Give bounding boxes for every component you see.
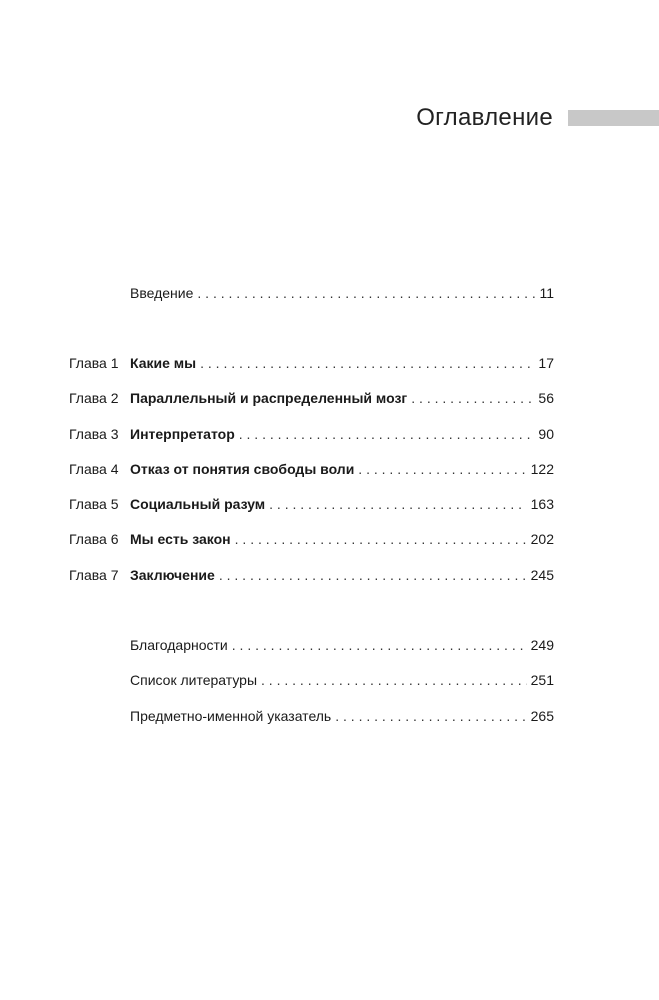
dot-leader <box>235 529 527 549</box>
page-number: 265 <box>530 708 554 724</box>
chapter-label: Глава 6 <box>69 531 119 547</box>
chapter-label: Глава 4 <box>69 461 119 477</box>
chapter-label: Глава 7 <box>69 567 119 583</box>
entry-title: Введение <box>130 285 194 301</box>
dot-leader <box>269 494 526 514</box>
dot-leader <box>335 706 526 726</box>
page-number: 163 <box>530 496 554 512</box>
page-number: 90 <box>538 426 554 442</box>
title-accent-bar <box>568 110 659 126</box>
entry-title: Социальный разум <box>130 496 266 512</box>
page-number: 251 <box>530 672 554 688</box>
toc-entry-chapter-5 <box>0 494 659 514</box>
entry-title: Параллельный и распределенный мозг <box>130 390 408 406</box>
dot-leader <box>239 424 535 444</box>
page-number: 56 <box>538 390 554 406</box>
toc-entry-bibliography <box>0 670 659 690</box>
entry-title: Какие мы <box>130 355 197 371</box>
toc-entry-chapter-1 <box>0 353 659 373</box>
chapter-label: Глава 5 <box>69 496 119 512</box>
dot-leader <box>261 670 527 690</box>
dot-leader <box>219 565 527 585</box>
chapter-label: Глава 1 <box>69 355 119 371</box>
page-number: 122 <box>530 461 554 477</box>
chapter-label: Глава 2 <box>69 390 119 406</box>
page-number: 245 <box>530 567 554 583</box>
page-number: 17 <box>538 355 554 371</box>
dot-leader <box>232 635 527 655</box>
dot-leader <box>200 353 534 373</box>
entry-title: Интерпретатор <box>130 426 235 442</box>
entry-title: Предметно-именной указатель <box>130 708 332 724</box>
page-number: 249 <box>530 637 554 653</box>
toc-entry-chapter-6 <box>0 529 659 549</box>
toc-entry-chapter-4 <box>0 459 659 479</box>
toc-entry-chapter-2 <box>0 388 659 408</box>
toc-entry-acknowledgements <box>0 635 659 655</box>
entry-title: Мы есть закон <box>130 531 231 547</box>
toc-entry-chapter-7 <box>0 565 659 585</box>
dot-leader <box>411 388 534 408</box>
page-number: 202 <box>530 531 554 547</box>
toc-entry-chapter-3 <box>0 424 659 444</box>
toc-entry-index <box>0 706 659 726</box>
dot-leader <box>358 459 526 479</box>
entry-title: Отказ от понятия свободы воли <box>130 461 355 477</box>
entry-title: Заключение <box>130 567 215 583</box>
page-number: 11 <box>539 285 554 301</box>
entry-title: Список литературы <box>130 672 258 688</box>
page-title: Оглавление <box>416 104 553 131</box>
chapter-label: Глава 3 <box>69 426 119 442</box>
entry-title: Благодарности <box>130 637 228 653</box>
dot-leader <box>197 283 535 303</box>
toc-entry-intro <box>0 283 659 303</box>
